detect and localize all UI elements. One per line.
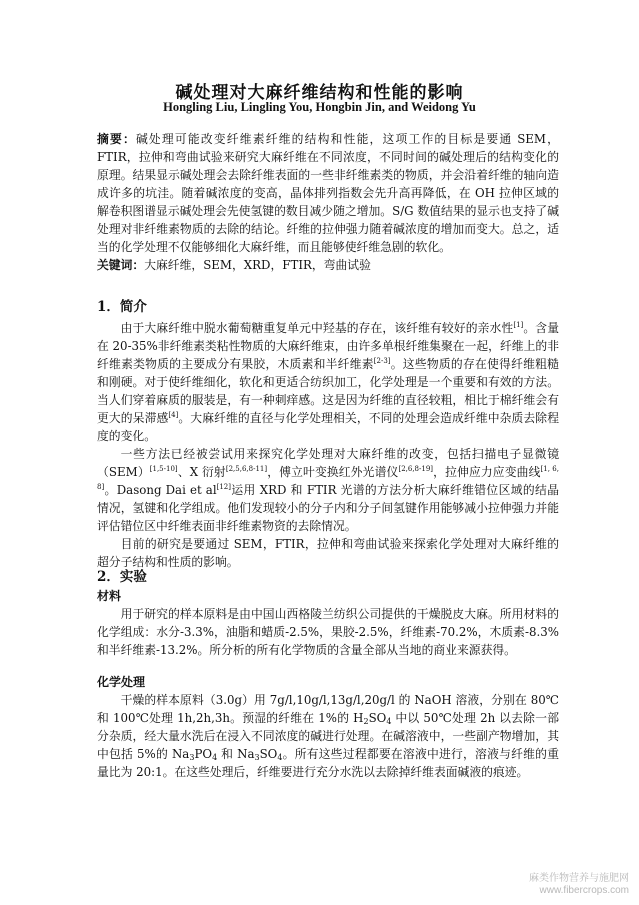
- subscript: 2: [363, 717, 369, 726]
- abstract-block: [97, 130, 559, 274]
- section-experiment: [97, 568, 559, 781]
- section-heading-experiment: 2．实验: [97, 569, 147, 585]
- keywords-paragraph: [97, 256, 559, 274]
- text-run: 。所有这些过程都要在溶液中进行，溶液与纤维的重量比为 20:1。在这些处理后，纤维要进行充分水洗以去除掉纤维表面碱液的痕迹。: [97, 747, 559, 779]
- citation: [1,5-10]: [149, 465, 178, 473]
- intro-paragraph-1: [97, 319, 559, 445]
- subsection-heading-materials: 材料: [97, 589, 122, 603]
- text-run: 运用 XRD 和 FTIR 光谱的方法分析大麻纤维错位区域的结晶情况，氢键和化学组成。他们发现较小的分子内和分子间氢键作用能够减小拉伸强力并能评估错位区中纤维表面非纤维素物资的去除情况。: [97, 483, 560, 533]
- keywords-text: 大麻纤维，SEM，XRD，FTIR，弯曲试验: [144, 258, 371, 272]
- abstract-label: 摘要：: [97, 132, 136, 146]
- chemical-treatment-paragraph: [97, 691, 559, 781]
- text-run: SO: [259, 747, 278, 761]
- text-run: 中以 50℃处理 2h 以去除一部分杂质，经大量水洗后在浸入不同浓度的碱进行处理。在碱溶液中，一些副产物增加，其中包括 5%的 Na: [97, 711, 560, 761]
- intro-paragraph-3: 目前的研究是要通过 SEM，FTIR，拉伸和弯曲试验来探索化学处理对大麻纤维的超分子结构和性质的影响。: [97, 537, 559, 569]
- text-run: ，傅立叶变换红外光谱仪: [267, 465, 399, 479]
- text-run: SO: [368, 711, 387, 725]
- text-run: 。含量在 20-35%非纤维素类粘性物质的大麻纤维束，由许多单根纤维集聚在一起，纤维上的非纤维素类物质的主要成分有果胶，木质素和半纤维素: [97, 321, 559, 371]
- text-run: 由于大麻纤维中脱水葡萄糖重复单元中羟基的存在，该纤维有较好的亲水性: [120, 321, 514, 335]
- citation: [1, 6, 8]: [97, 465, 559, 491]
- subsection-heading-chemical-treatment: 化学处理: [97, 675, 146, 689]
- citation: [2,5,6,8-11]: [225, 465, 268, 473]
- text-run: 。Dasong Dai et al: [104, 483, 217, 497]
- citation: [4]: [168, 411, 179, 419]
- section-heading-introduction: 1．简介: [97, 299, 147, 315]
- text-run: 。大麻纤维的直径与化学处理相关，不同的处理会造成纤维中杂质去除程度的变化。: [97, 411, 559, 443]
- citation: [12]: [216, 483, 231, 491]
- watermark-line-cn: 麻类作物营养与施肥网: [529, 873, 629, 884]
- paper-title: 碱处理对大麻纤维结构和性能的影响: [175, 83, 464, 103]
- text-run: 一些方法已经被尝试用来探究化学处理对大麻纤维的改变，包括扫描电子显微镜（SEM）: [97, 447, 559, 479]
- text-run: 。这些物质的存在使得纤维粗糙和刚硬。对于使纤维细化，软化和更适合纺织加工，化学处理是一个重要和有效的方法。当人们穿着麻质的服装是，有一种刺痒感。这是因为纤维的直径较粗，相比于棉纤维会有更大的呆滞感: [97, 357, 559, 425]
- text-run: 干燥的样本原料（3.0g）用 7g/l,10g/l,13g/l,20g/l 的 NaOH 溶液，分别在 80℃和 100℃处理 1h,2h,3h。预湿的纤维在 1%的 H: [97, 693, 559, 725]
- keywords-label: 关键词：: [97, 258, 145, 272]
- intro-paragraph-2: [97, 445, 559, 535]
- subscript: 3: [254, 753, 260, 762]
- citation: [2-3]: [373, 357, 391, 365]
- site-watermark: [529, 873, 629, 897]
- text-run: PO: [194, 747, 213, 761]
- abstract-text: 碱处理可能改变纤维素纤维的结构和性能，这项工作的目标是要通 SEM，FTIR，拉伸和弯曲试验来研究大麻纤维在不同浓度，不同时间的碱处理后的结构变化的原理。结果显示碱处理会去除纤维表面的一些非纤维素类的物质，并会沿着纤维的轴向造成许多的坑洼。随着碱浓度的变高，晶体排列指数会先升高再降低，在 OH 拉伸区域的解卷积图谱显示碱处理会先使氢键的数目减少随之增加。S/G 数值结果的显示也支持了碱处理对非纤维素物质的去除的结论。纤维的拉伸强力随着碱浓度的增加而变大。总之，适当的化学处理不仅能够细化大麻纤维，而且能够使纤维急剧的软化。: [97, 132, 559, 254]
- author-list: Hongling Liu, Lingling You, Hongbin Jin, and Weidong Yu: [163, 100, 476, 114]
- citation: [1]: [513, 321, 524, 329]
- materials-paragraph: 用于研究的样本原料是由中国山西格陵兰纺织公司提供的干燥脱皮大麻。所用材料的化学组成：水分-3.3%，油脂和蜡质-2.5%，果胶-2.5%，纤维素-70.2%，木质素-8.3%和半纤维素-13.2%。所分析的所有化学物质的含量全部从当地的商业来源获得。: [97, 607, 559, 657]
- subscript: 4: [386, 717, 392, 726]
- text-run: 和 Na: [217, 747, 255, 761]
- subscript: 4: [212, 753, 218, 762]
- abstract-paragraph: [97, 130, 559, 256]
- subscript: 3: [189, 753, 195, 762]
- citation: [2,6,8-19]: [398, 465, 434, 473]
- subscript: 4: [277, 753, 283, 762]
- text-run: ，拉伸应力应变曲线: [433, 465, 541, 479]
- section-introduction: [97, 298, 559, 571]
- watermark-line-url: www.fibercrops.com: [539, 885, 629, 896]
- text-run: 、X 衍射: [177, 465, 226, 479]
